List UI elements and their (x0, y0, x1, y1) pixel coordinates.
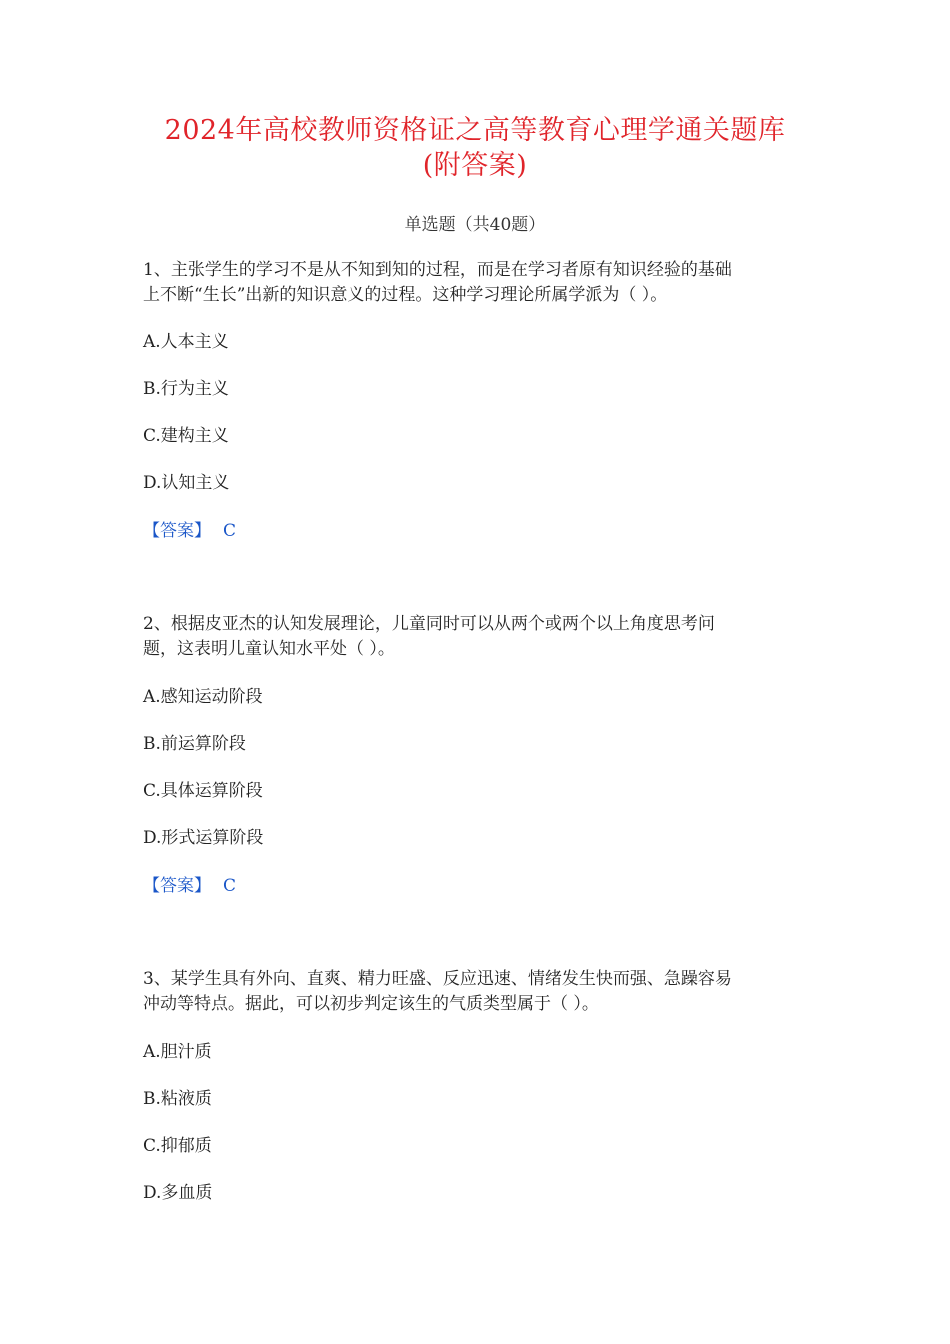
question-1-option-a: A.人本主义 (143, 332, 229, 352)
question-2-option-c: C.具体运算阶段 (143, 781, 263, 801)
question-stem-line: 题，这表明儿童认知水平处（ ）。 (143, 639, 395, 659)
question-stem-line: 冲动等特点。据此，可以初步判定该生的气质类型属于（ ）。 (143, 994, 599, 1014)
question-2-answer (143, 874, 236, 898)
document-title-line1: 2024年高校教师资格证之高等教育心理学通关题库 (164, 115, 786, 146)
answer-label: 【答案】 (143, 876, 211, 896)
question-3-stem (143, 967, 823, 1017)
question-1-option-c: C.建构主义 (143, 426, 229, 446)
question-1-option-d: D.认知主义 (143, 473, 230, 493)
answer-value: C (223, 876, 237, 896)
question-2-option-b: B.前运算阶段 (143, 734, 246, 754)
question-stem-line: 上不断“生长”出新的知识意义的过程。这种学习理论所属学派为（ ）。 (143, 285, 668, 305)
question-1-answer (143, 519, 236, 543)
question-1-option-b: B.行为主义 (143, 379, 229, 399)
answer-label: 【答案】 (143, 521, 211, 541)
document-title-line2: (附答案) (422, 150, 528, 181)
question-2-stem (143, 612, 823, 662)
question-2-option-d: D.形式运算阶段 (143, 828, 264, 848)
question-stem-line: 3、某学生具有外向、直爽、精力旺盛、反应迅速、情绪发生快而强、急躁容易 (143, 969, 732, 989)
section-heading: 单选题（共40题） (404, 215, 546, 235)
question-stem-line: 2、根据皮亚杰的认知发展理论，儿童同时可以从两个或两个以上角度思考问 (143, 614, 715, 634)
question-1-stem (143, 258, 823, 308)
question-stem-line: 1、主张学生的学习不是从不知到知的过程，而是在学习者原有知识经验的基础 (143, 260, 732, 280)
question-3-option-b: B.粘液质 (143, 1089, 212, 1109)
answer-value: C (223, 521, 237, 541)
question-3-option-c: C.抑郁质 (143, 1136, 212, 1156)
question-3-option-a: A.胆汁质 (143, 1042, 212, 1062)
question-2-option-a: A.感知运动阶段 (143, 687, 263, 707)
question-3-option-d: D.多血质 (143, 1183, 213, 1203)
